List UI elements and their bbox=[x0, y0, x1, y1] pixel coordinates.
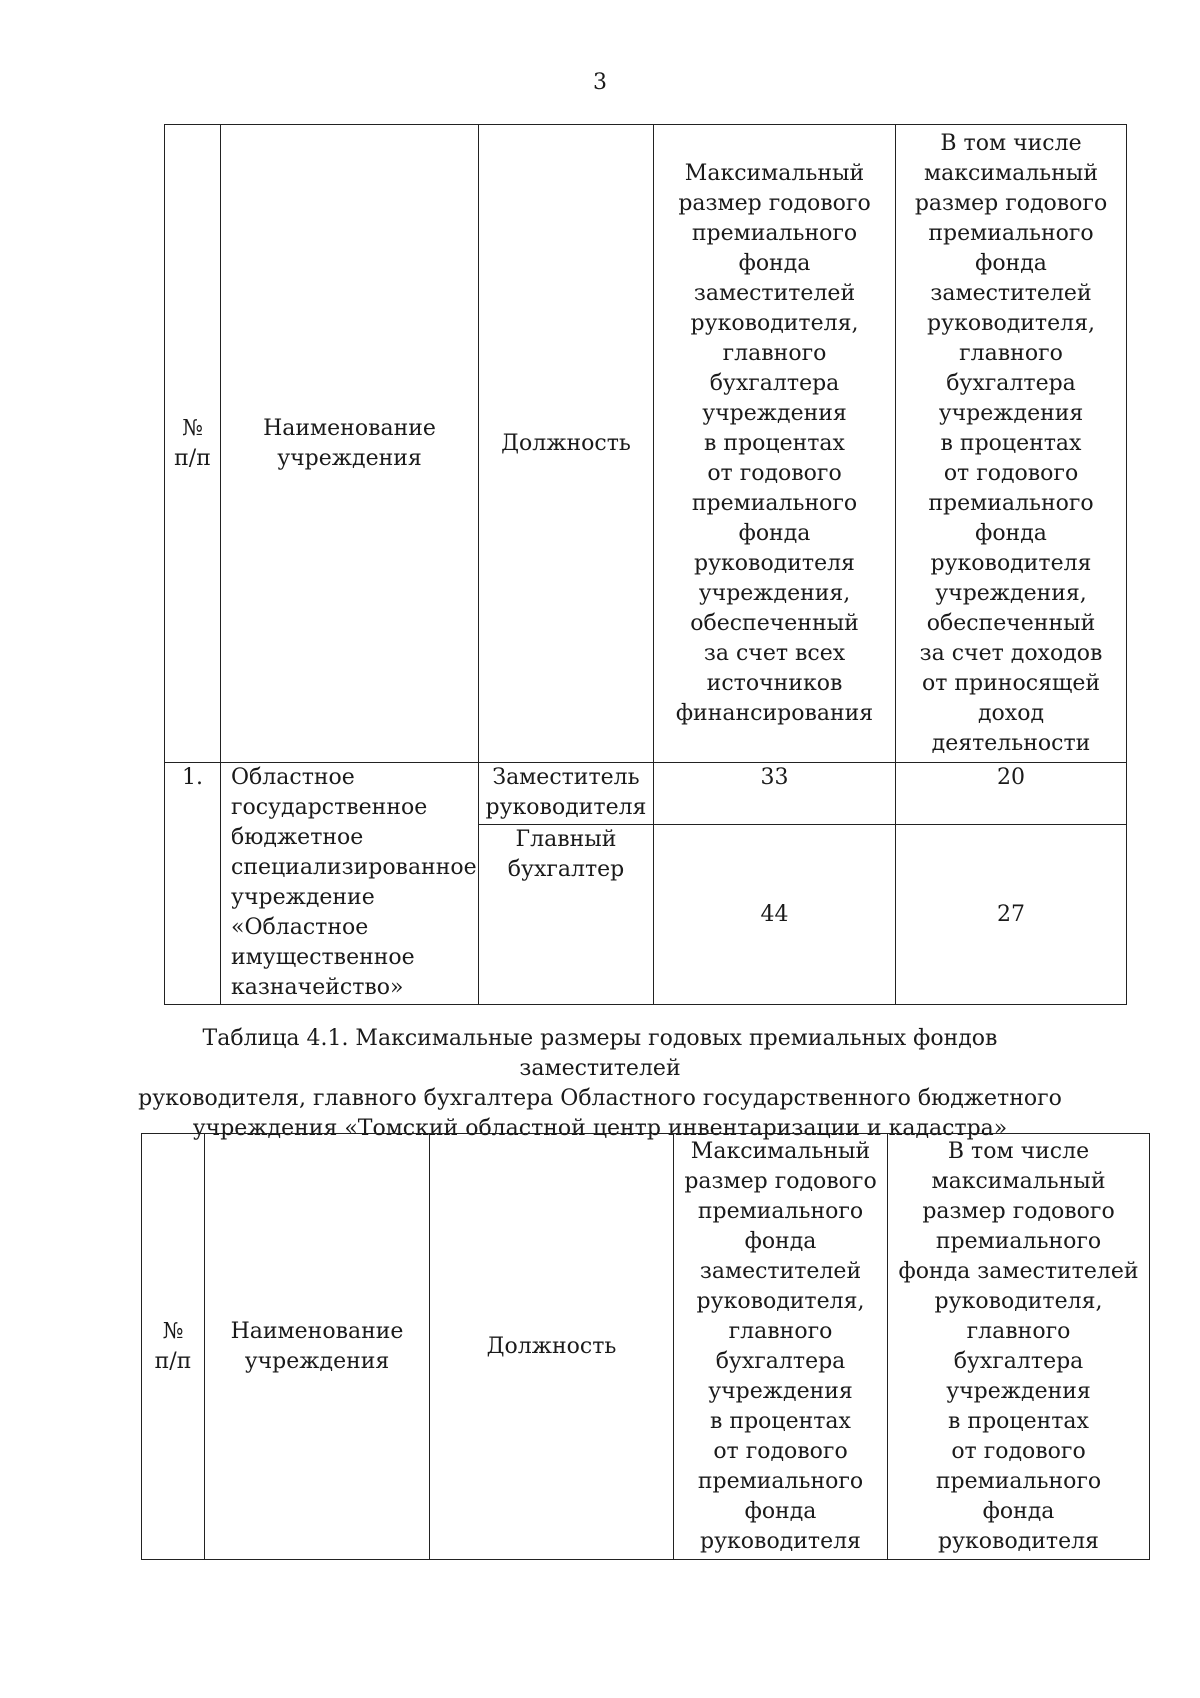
max-fund-value: 44 bbox=[654, 825, 896, 1005]
header-position: Должность bbox=[430, 1134, 674, 1560]
institution-name: Областное государственное бюджетное специализированное учреждение «Областное имущественное казначейство» bbox=[221, 763, 479, 1005]
header-max-fund: Максимальный размер годового премиального фонда заместителей руководителя, главного бухгалтера учреждения в процентах от годового премиального фонда руководителя учреждения, обеспеченный за счет всех источников финансирования bbox=[654, 125, 896, 763]
header-num: № п/п bbox=[165, 125, 221, 763]
header-position: Должность bbox=[479, 125, 654, 763]
position-title: Главный бухгалтер bbox=[479, 825, 654, 1005]
table-header-row bbox=[142, 1134, 1150, 1560]
incl-fund-value: 27 bbox=[896, 825, 1127, 1005]
header-institution: Наименование учреждения bbox=[205, 1134, 430, 1560]
premium-fund-table-4 bbox=[164, 124, 1127, 1005]
table-row bbox=[165, 763, 1127, 825]
premium-fund-table-4-1 bbox=[141, 1133, 1150, 1560]
table-caption: Таблица 4.1. Максимальные размеры годовых премиальных фондов заместителей руководителя, главного бухгалтера Областного государственного бюджетного учреждения «Томский областной центр инвентаризации и кадастра» bbox=[138, 1026, 1062, 1141]
page-number: 3 bbox=[593, 70, 607, 95]
table-header-row bbox=[165, 125, 1127, 763]
header-institution: Наименование учреждения bbox=[221, 125, 479, 763]
header-incl-fund: В том числе максимальный размер годового премиального фонда заместителей руководителя, главного бухгалтера учреждения в процентах от годового премиального фонда руководителя bbox=[888, 1134, 1150, 1560]
header-incl-fund: В том числе максимальный размер годового премиального фонда заместителей руководителя, главного бухгалтера учреждения в процентах от годового премиального фонда руководителя учреждения, обеспеченный за счет доходов от приносящей доход деятельности bbox=[896, 125, 1127, 763]
position-title: Заместитель руководителя bbox=[479, 763, 654, 825]
max-fund-value: 33 bbox=[654, 763, 896, 825]
header-num: № п/п bbox=[142, 1134, 205, 1560]
row-num: 1. bbox=[165, 763, 221, 1005]
incl-fund-value: 20 bbox=[896, 763, 1127, 825]
header-max-fund: Максимальный размер годового премиального фонда заместителей руководителя, главного бухгалтера учреждения в процентах от годового премиального фонда руководителя bbox=[674, 1134, 888, 1560]
